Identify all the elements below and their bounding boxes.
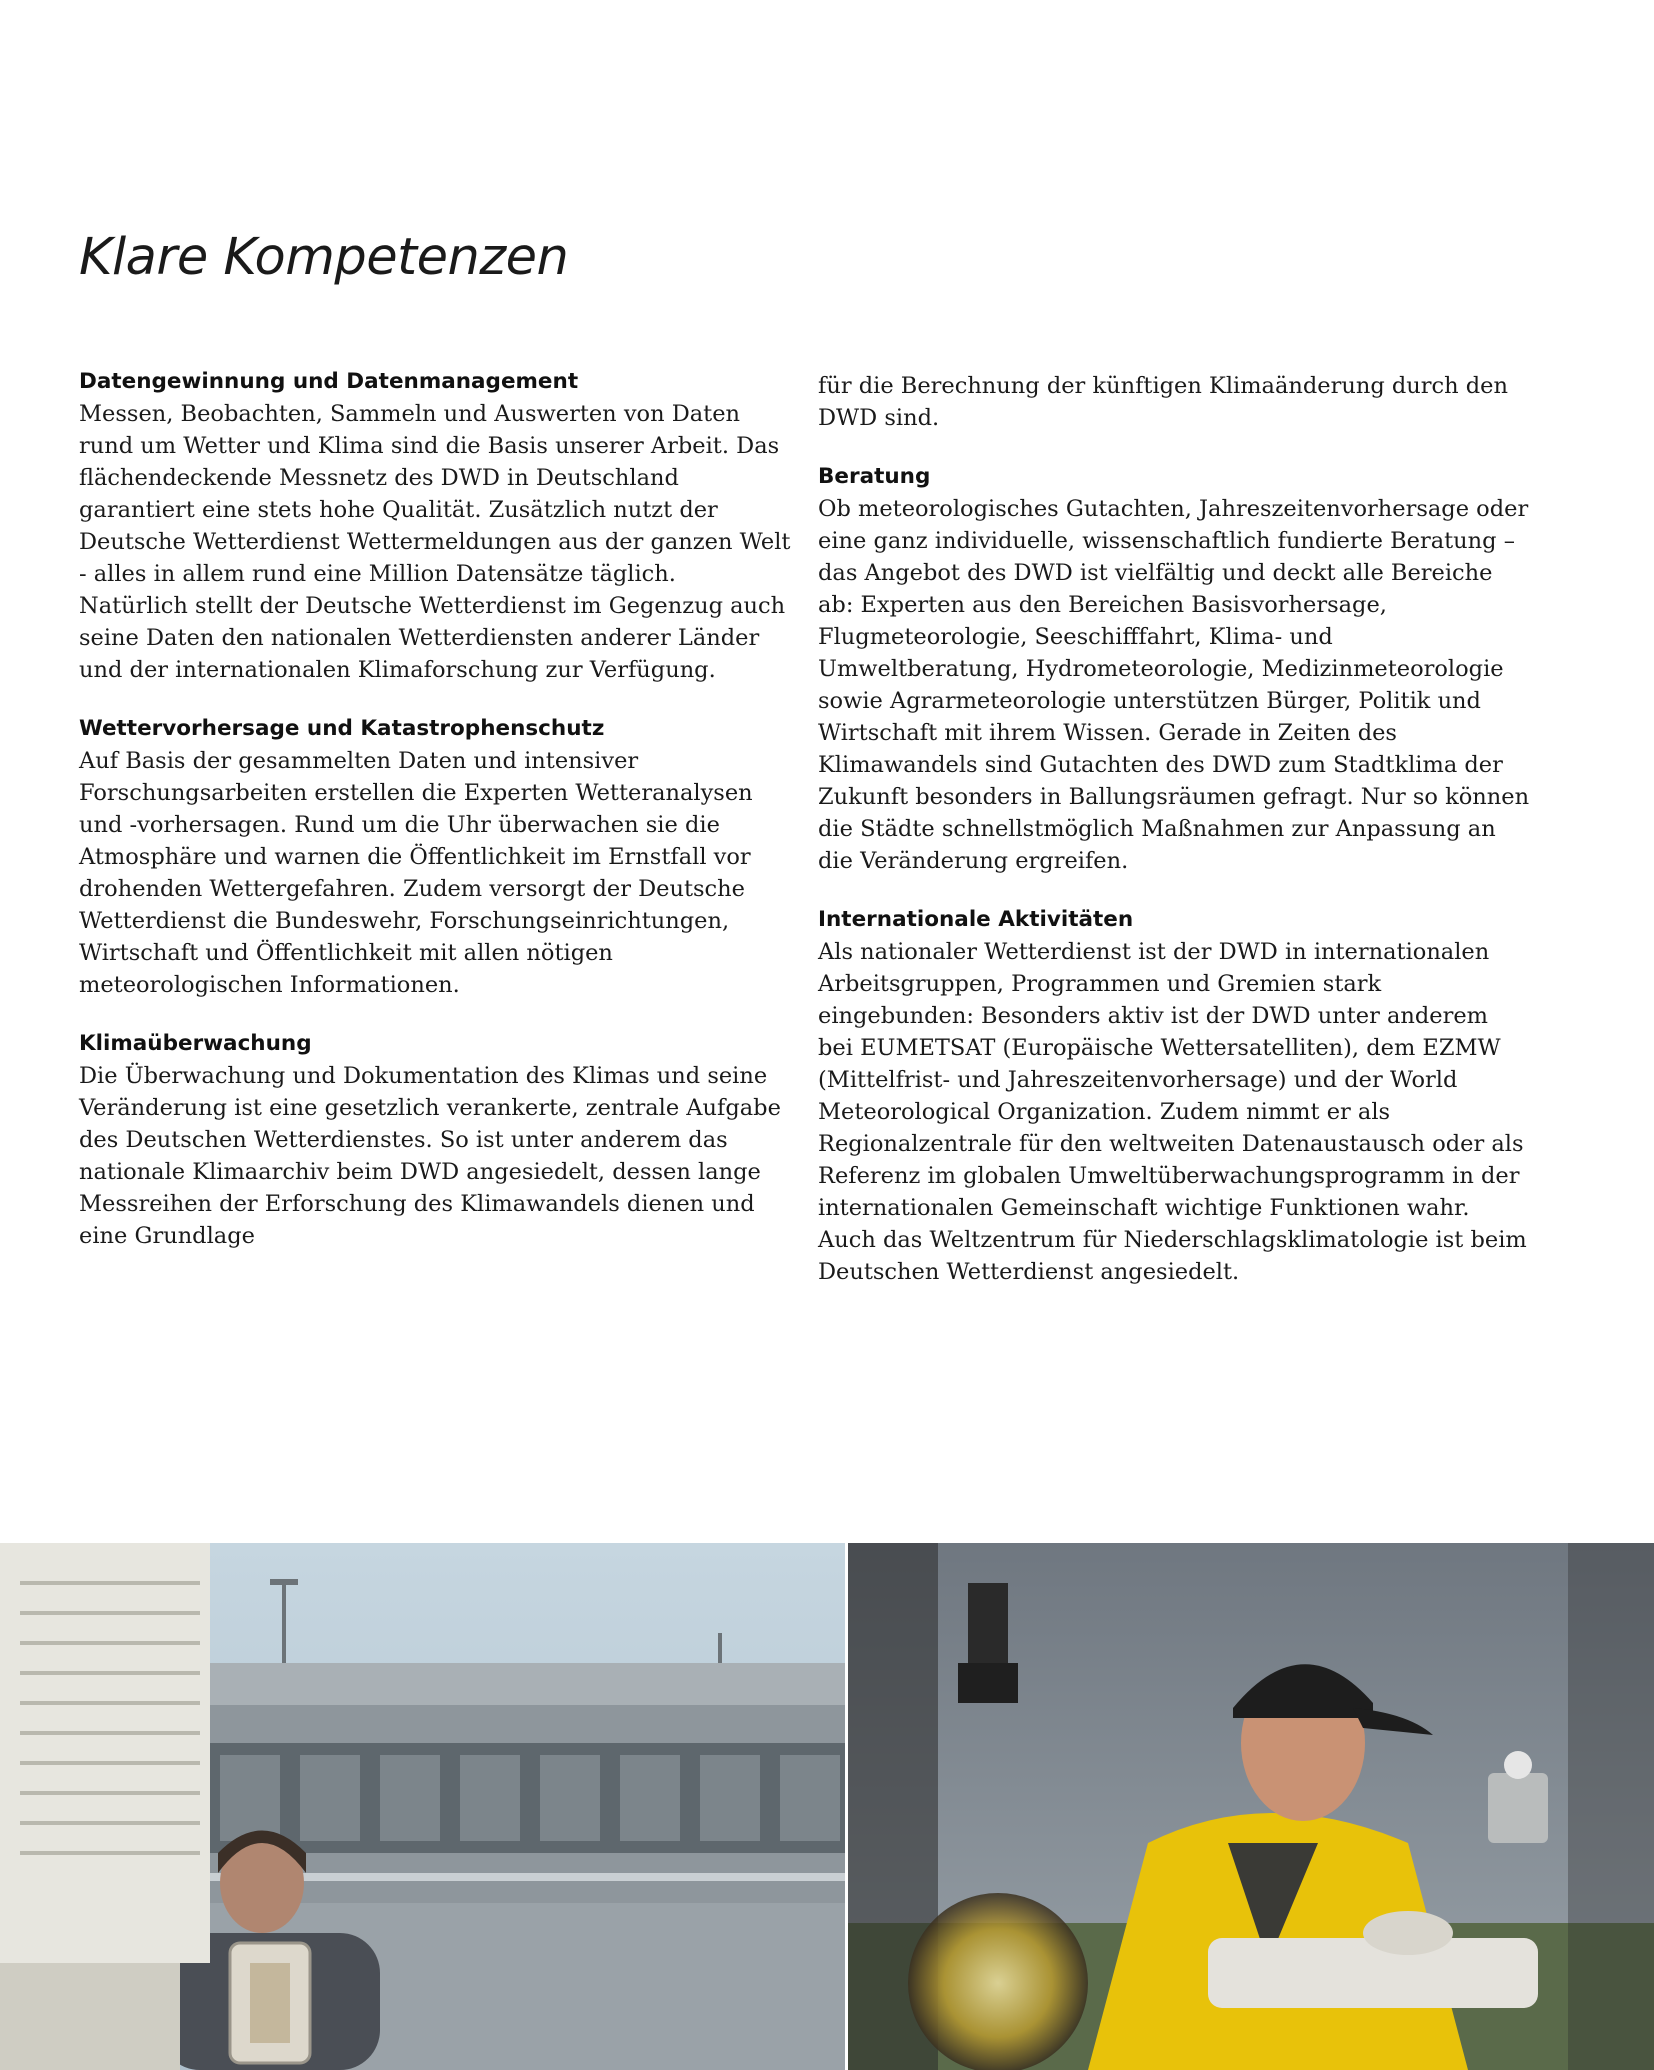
section-body-datengewinnung: Messen, Beobachten, Sammeln und Auswerten von Daten rund um Wetter und Klima sind die Basis unserer Arbeit. Das flächendeckende Messnetz des DWD in Deutschland garantiert eine stets hohe Qualität. Zusätzlich nutzt der Deutsche Wetterdienst Wettermeldungen aus der ganzen Welt - alles in allem rund eine Million Datensätze täglich. Natürlich stellt der Deutsche Wetterdienst im Gegenzug auch seine Daten den nationalen Wetterdiensten anderer Länder und der internationalen Klimaforschung zur Verfügung. — [79, 401, 791, 683]
section-heading-wettervorhersage: Wettervorhersage und Katastrophenschutz — [79, 716, 605, 741]
text-column-left — [79, 366, 791, 1279]
section-body-international: Als nationaler Wetterdienst ist der DWD in internationalen Arbeitsgruppen, Programmen und Gremien stark eingebunden: Besonders aktiv ist der DWD unter anderem bei EUMETSAT (Europäische Wettersatelliten), dem EZMW (Mittelfrist- und Jahreszeitenvorhersage) und der World Meteorological Organization. Zudem nimmt er als Regionalzentrale für den weltweiten Datenaustausch oder als Referenz im globalen Umweltüberwachungsprogramm in der internationalen Gemeinschaft wichtige Funktionen wahr. Auch das Weltzentrum für Niederschlagsklimatologie ist beim Deutschen Wetterdienst angesiedelt. — [818, 939, 1527, 1285]
photo-strip — [0, 1543, 1654, 2070]
photo-meteorologist-yellow-jacket-illustration — [848, 1543, 1654, 2070]
page-title: Klare Kompetenzen — [79, 228, 569, 287]
section-body-wettervorhersage: Auf Basis der gesammelten Daten und intensiver Forschungsarbeiten erstellen die Experten Wetteranalysen und -vorhersagen. Rund um die Uhr überwachen sie die Atmosphäre und warnen die Öffentlichkeit im Ernstfall vor drohenden Wettergefahren. Zudem versorgt der Deutsche Wetterdienst die Bundeswehr, Forschungseinrichtungen, Wirtschaft und Öffentlichkeit mit allen nötigen meteorologischen Informationen. — [79, 748, 753, 998]
photo-weather-station-hut — [0, 1543, 845, 2070]
section-heading-klimaueberwachung: Klimaüberwachung — [79, 1031, 312, 1056]
section-body-klimaueberwachung: Die Überwachung und Dokumentation des Klimas und seine Veränderung ist eine gesetzlich verankerte, zentrale Aufgabe des Deutschen Wetterdienstes. So ist unter anderem das nationale Klimaarchiv beim DWD angesiedelt, dessen lange Messreihen der Erforschung des Klimawandels dienen und eine Grundlage — [79, 1063, 781, 1249]
photo-meteorologist-yellow-jacket — [848, 1543, 1654, 2070]
text-column-right — [818, 370, 1530, 1315]
section-body-klimaueberwachung-continued: für die Berechnung der künftigen Klimaänderung durch den DWD sind. — [818, 373, 1508, 431]
section-heading-beratung: Beratung — [818, 464, 931, 489]
section-heading-datengewinnung: Datengewinnung und Datenmanagement — [79, 369, 579, 394]
section-heading-international: Internationale Aktivitäten — [818, 907, 1134, 932]
photo-weather-station-hut-illustration — [0, 1543, 845, 2070]
section-body-beratung: Ob meteorologisches Gutachten, Jahreszeitenvorhersage oder eine ganz individuelle, wissenschaftlich fundierte Beratung – das Angebot des DWD ist vielfältig und deckt alle Bereiche ab: Experten aus den Bereichen Basisvorhersage, Flugmeteorologie, Seeschifffahrt, Klima- und Umweltberatung, Hydrometeorologie, Medizinmeteorologie sowie Agrarmeteorologie unterstützen Bürger, Politik und Wirtschaft mit ihrem Wissen. Gerade in Zeiten des Klimawandels sind Gutachten des DWD zum Stadtklima der Zukunft besonders in Ballungsräumen gefragt. Nur so können die Städte schnellstmöglich Maßnahmen zur Anpassung an die Veränderung ergreifen. — [818, 496, 1530, 874]
